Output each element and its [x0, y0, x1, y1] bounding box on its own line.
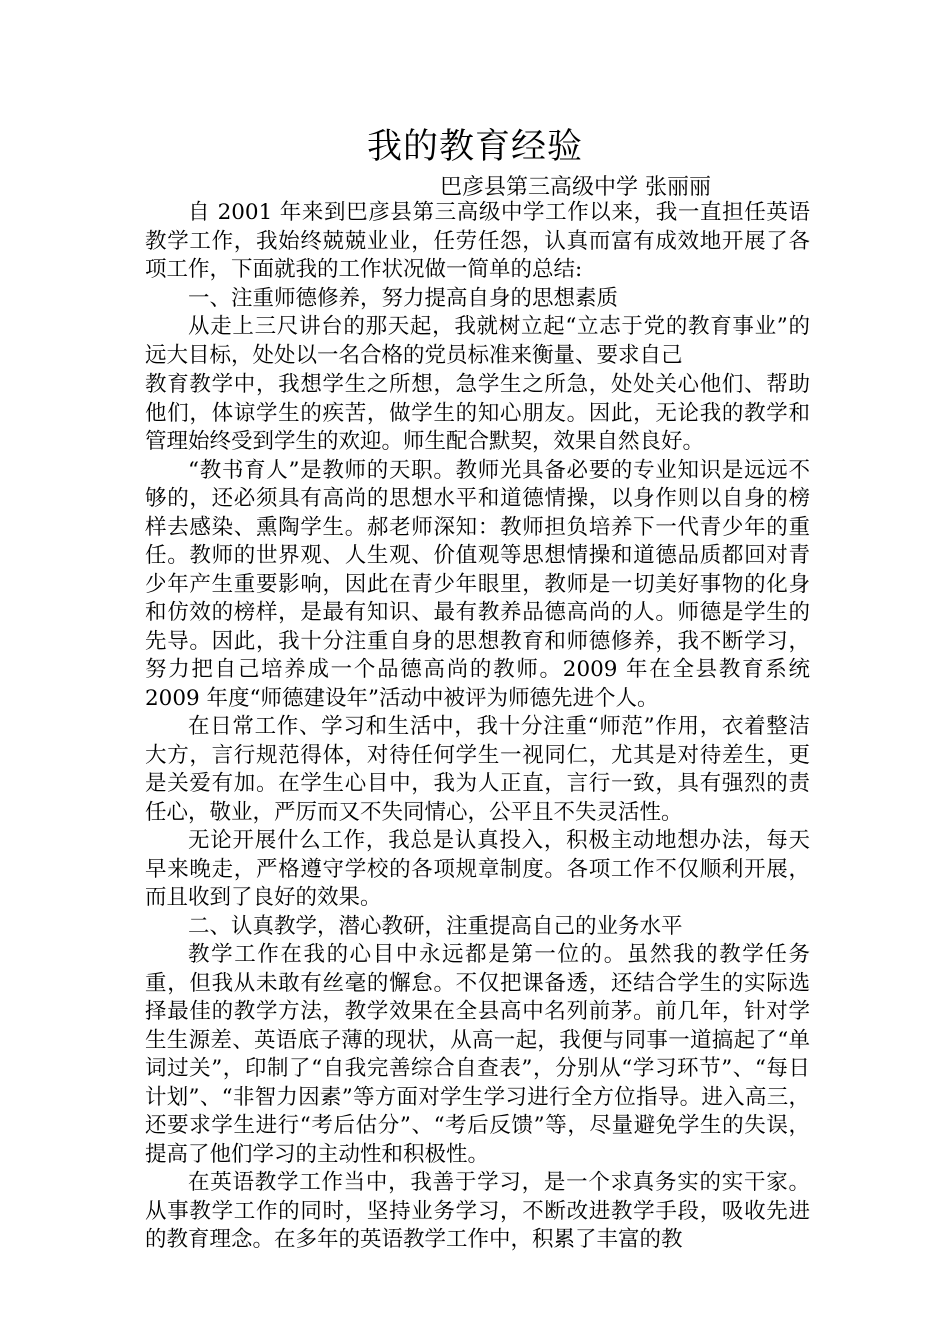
section-heading: 一、注重师德修养，努力提高自身的思想素质: [188, 285, 619, 311]
author-line: 巴彦县第三高级中学 张丽丽: [440, 175, 711, 200]
document-title: 我的教育经验: [366, 127, 583, 167]
paragraph: 在英语教学工作当中，我善于学习，是一个求真务实的实干家。从事教学工作的同时，坚持业务学习，不断改进教学手段，吸收先进的教育理念。在多年的英语教学工作中，积累了丰富的教: [145, 1170, 810, 1252]
section-heading: 二、认真教学，潜心教研，注重提高自己的业务水平: [188, 913, 683, 939]
text-block-section-1: [145, 199, 810, 370]
paragraph: 教学工作在我的心目中永远都是第一位的。虽然我的教学任务重，但我从未敢有丝毫的懈怠。不仅把课备透，还结合学生的实际选择最佳的教学方法，教学效果在全县高中名列前茅。前几年，针对学生生源差、英语底子薄的现状，从高一起，我便与同事一道搞起了“单词过关”，印制了“自我完善综合自查表”，分别从“学习环节”、“每日计划”、“非智力因素”等方面对学生学习进行全方位指导。进入高三，还要求学生进行“考后估分”、“考后反馈”等，尽量避免学生的失误，提高了他们学习的主动性和积极性。: [145, 942, 810, 1167]
text-block-section-2: [145, 371, 810, 1255]
paragraph: 教育教学中，我想学生之所想，急学生之所急，处处关心他们、帮助他们，体谅学生的疾苦，做学生的知心朋友。因此，无论我的教学和管理始终受到学生的欢迎。师生配合默契，效果自然良好。: [145, 372, 810, 454]
paragraph: 在日常工作、学习和生活中，我十分注重“师范”作用，衣着整洁大方，言行规范得体，对待任何学生一视同仁，尤其是对待差生，更是关爱有加。在学生心目中，我为人正直，言行一致，具有强烈的责任心，敬业，严厉而又不失同情心，公平且不失灵活性。: [145, 714, 810, 825]
paragraph: “教书育人”是教师的天职。教师光具备必要的专业知识是远远不够的，还必须具有高尚的思想水平和道德情操，以身作则以自身的榜样去感染、熏陶学生。郝老师深知：教师担负培养下一代青少年的重任。教师的世界观、人生观、价值观等思想情操和道德品质都回对青少年产生重要影响，因此在青少年眼里，教师是一切美好事物的化身和仿效的榜样，是最有知识、最有教养品德高尚的人。师德是学生的先导。因此，我十分注重自身的思想教育和师德修养，我不断学习，努力把自己培养成一个品德高尚的教师。2009 年在全县教育系统 2009 年度“师德建设年”活动中被评为师德先进个人。: [145, 457, 810, 711]
paragraph: 从走上三尺讲台的那天起，我就树立起“立志于党的教育事业”的远大目标，处处以一名合格的党员标准来衡量、要求自己: [145, 314, 810, 368]
paragraph: 无论开展什么工作，我总是认真投入，积极主动地想办法，每天早来晚走，严格遵守学校的各项规章制度。各项工作不仅顺利开展，而且收到了良好的效果。: [145, 828, 810, 910]
paragraph: 自 2001 年来到巴彦县第三高级中学工作以来，我一直担任英语教学工作，我始终兢兢业业，任劳任怨，认真而富有成效地开展了各项工作，下面就我的工作状况做一简单的总结:: [145, 200, 810, 282]
